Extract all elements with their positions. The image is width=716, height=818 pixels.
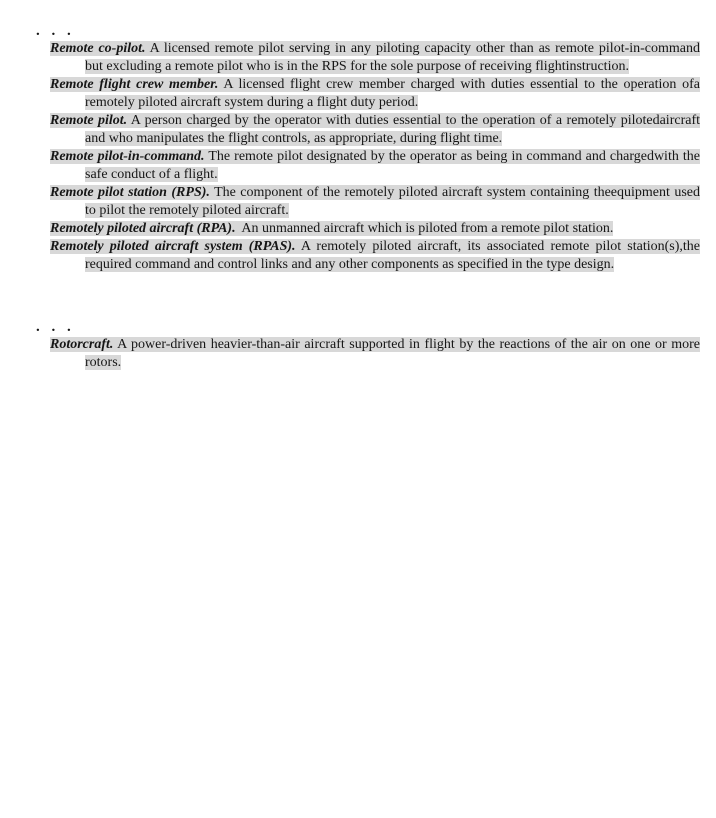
definition-remote-co-pilot xyxy=(50,40,700,76)
definition-body: The remote pilot designated by the operator as being in command and chargedwith the safe conduct of a flight. xyxy=(85,149,700,182)
definition-term: Remote co-pilot. xyxy=(50,41,146,56)
definition-body: A person charged by the operator with duties essential to the operation of a remotely pilotedaircraft and who manipulates the flight controls, as appropriate, during flight time. xyxy=(85,113,701,146)
ellipsis-top: . . . xyxy=(36,23,75,39)
definition-term: Remotely piloted aircraft system (RPAS). xyxy=(50,239,296,254)
ellipsis-middle: . . . xyxy=(36,319,75,335)
definition-body: A remotely piloted aircraft, its associated remote pilot station(s),the required command and control links and any other components as specified in the type design. xyxy=(85,239,700,272)
definition-rotorcraft xyxy=(50,336,700,372)
definition-term: Remote pilot station (RPS). xyxy=(50,185,210,200)
definition-remotely-piloted-aircraft-rpa xyxy=(50,220,700,238)
definition-term: Remotely piloted aircraft (RPA). xyxy=(50,221,236,236)
definition-body: A licensed flight crew member charged with duties essential to the operation ofa remotely piloted aircraft system during a flight duty period. xyxy=(85,77,700,110)
definition-remotely-piloted-aircraft-system-rpas xyxy=(50,238,700,274)
definition-body: The component of the remotely piloted aircraft system containing theequipment used to pilot the remotely piloted aircraft. xyxy=(85,185,700,218)
definition-body: A licensed remote pilot serving in any piloting capacity other than as remote pilot-in-command but excluding a remote pilot who is in the RPS for the sole purpose of receiving flightinstruction. xyxy=(85,41,701,74)
definition-remote-pilot-station-rps xyxy=(50,184,700,220)
definition-body: An unmanned aircraft which is piloted from a remote pilot station. xyxy=(236,221,614,236)
definition-term: Remote flight crew member. xyxy=(50,77,219,92)
definition-term: Rotorcraft. xyxy=(50,337,114,352)
definition-term: Remote pilot-in-command. xyxy=(50,149,205,164)
definition-remote-pilot xyxy=(50,112,700,148)
definition-remote-flight-crew-member xyxy=(50,76,700,112)
definition-remote-pilot-in-command xyxy=(50,148,700,184)
definition-body: A power-driven heavier-than-air aircraft supported in flight by the reactions of the air on one or more rotors. xyxy=(85,337,700,370)
definition-term: Remote pilot. xyxy=(50,113,128,128)
